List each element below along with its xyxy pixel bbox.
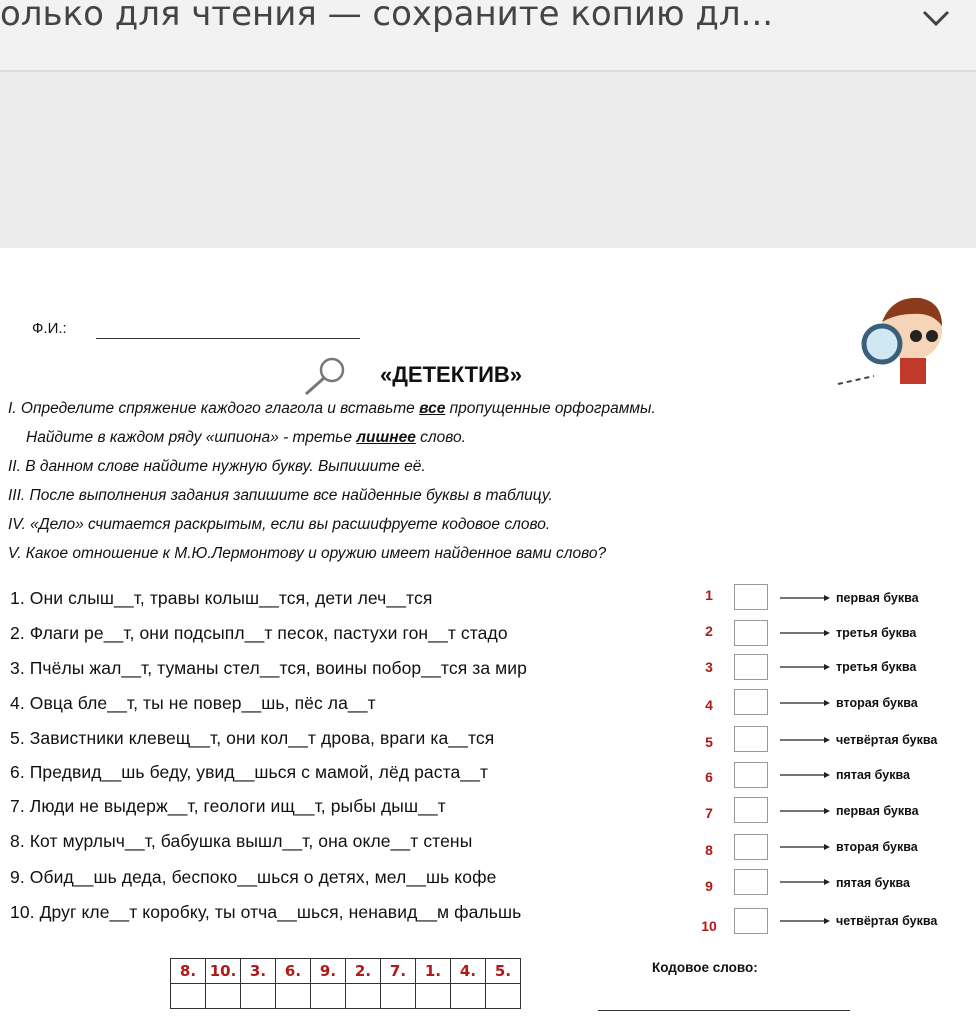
answer-number: 10: [701, 918, 717, 934]
detective-boy-icon: [834, 292, 954, 392]
code-letter-cell[interactable]: [171, 984, 206, 1009]
magnifier-icon: [298, 356, 348, 398]
code-letter-cell[interactable]: [381, 984, 416, 1009]
answer-number: 9: [705, 878, 713, 894]
code-letter-cell[interactable]: [206, 984, 241, 1009]
instruction-1: I. Определите спряжение каждого глагола и вставьте все пропущенные орфограммы.: [8, 400, 656, 417]
letter-hint: вторая буква: [836, 840, 918, 854]
instruction-1b: Найдите в каждом ряду «шпиона» - третье лишнее слово.: [26, 429, 466, 446]
letter-hint: вторая буква: [836, 696, 918, 710]
code-letter-cell[interactable]: [416, 984, 451, 1009]
answer-box[interactable]: [734, 726, 768, 752]
letter-hint: третья буква: [836, 660, 917, 674]
arrow-right-icon: [780, 662, 830, 672]
viewer-banner-area: [0, 72, 976, 248]
answer-box[interactable]: [734, 797, 768, 823]
code-order-cell: 4.: [451, 959, 486, 984]
answer-number: 5: [705, 734, 713, 750]
task-row-4: 4. Овца бле__т, ты не повер__шь, пёс ла__т: [10, 693, 376, 713]
arrow-right-icon: [780, 698, 830, 708]
letter-hint: первая буква: [836, 804, 919, 818]
arrow-right-icon: [780, 842, 830, 852]
answer-number: 8: [705, 842, 713, 858]
fio-field: [96, 338, 360, 339]
code-order-cell: 10.: [206, 959, 241, 984]
task-row-7: 7. Люди не выдерж__т, геологи ищ__т, рыбы дыш__т: [10, 796, 446, 816]
answer-number: 4: [705, 697, 713, 713]
instruction-3: III. После выполнения задания запишите все найденные буквы в таблицу.: [8, 487, 553, 504]
code-letter-cell[interactable]: [486, 984, 521, 1009]
answer-number: 3: [705, 659, 713, 675]
task-row-8: 8. Кот мурлыч__т, бабушка вышл__т, она окле__т стены: [10, 831, 473, 851]
letter-hint: третья буква: [836, 626, 917, 640]
arrow-right-icon: [780, 877, 830, 887]
answer-number: 2: [705, 623, 713, 639]
chevron-down-icon[interactable]: [918, 4, 954, 34]
answer-number: 1: [705, 587, 713, 603]
arrow-right-icon: [780, 806, 830, 816]
code-order-cell: 5.: [486, 959, 521, 984]
task-row-2: 2. Флаги ре__т, они подсыпл__т песок, пастухи гон__т стадо: [10, 623, 508, 643]
code-order-cell: 6.: [276, 959, 311, 984]
answer-box[interactable]: [734, 762, 768, 788]
codeword-label: Кодовое слово:: [652, 960, 758, 975]
task-row-9: 9. Обид__шь деда, беспоко__шься о детях, мел__шь кофе: [10, 867, 497, 887]
letter-hint: пятая буква: [836, 768, 910, 782]
letter-hint: первая буква: [836, 591, 919, 605]
code-order-cell: 9.: [311, 959, 346, 984]
code-order-cell: 7.: [381, 959, 416, 984]
code-letter-row: [171, 984, 521, 1009]
worksheet-page: [0, 248, 976, 1032]
arrow-right-icon: [780, 628, 830, 638]
arrow-right-icon: [780, 735, 830, 745]
code-order-cell: 8.: [171, 959, 206, 984]
arrow-right-icon: [780, 770, 830, 780]
code-table: [170, 958, 521, 1009]
instruction-2: II. В данном слове найдите нужную букву. Выпишите её.: [8, 458, 426, 475]
instruction-5: V. Какое отношение к М.Ю.Лермонтову и оружию имеет найденное вами слово?: [8, 545, 607, 562]
code-order-row: [171, 959, 521, 984]
answer-box[interactable]: [734, 908, 768, 934]
letter-hint: четвёртая буква: [836, 733, 938, 747]
code-letter-cell[interactable]: [276, 984, 311, 1009]
code-order-cell: 2.: [346, 959, 381, 984]
code-letter-cell[interactable]: [346, 984, 381, 1009]
worksheet-title: «ДЕТЕКТИВ»: [380, 362, 523, 387]
instruction-4: IV. «Дело» считается раскрытым, если вы расшифруете кодовое слово.: [8, 516, 551, 533]
answer-number: 6: [705, 769, 713, 785]
answer-box[interactable]: [734, 654, 768, 680]
task-row-3: 3. Пчёлы жал__т, туманы стел__тся, воины побор__тся за мир: [10, 658, 527, 678]
code-order-cell: 1.: [416, 959, 451, 984]
answer-box[interactable]: [734, 620, 768, 646]
answer-box[interactable]: [734, 869, 768, 895]
code-letter-cell[interactable]: [241, 984, 276, 1009]
codeword-field: [598, 1010, 850, 1011]
letter-hint: четвёртая буква: [836, 914, 938, 928]
answer-box[interactable]: [734, 689, 768, 715]
viewer-title: олько для чтения — сохраните копию дл...: [0, 0, 774, 34]
code-order-cell: 3.: [241, 959, 276, 984]
answer-box[interactable]: [734, 584, 768, 610]
arrow-right-icon: [780, 916, 830, 926]
answer-number: 7: [705, 805, 713, 821]
task-row-5: 5. Завистники клевещ__т, они кол__т дрова, враги ка__тся: [10, 728, 495, 748]
fio-label: Ф.И.:: [32, 320, 67, 337]
letter-hint: пятая буква: [836, 876, 910, 890]
code-letter-cell[interactable]: [451, 984, 486, 1009]
answer-box[interactable]: [734, 834, 768, 860]
code-letter-cell[interactable]: [311, 984, 346, 1009]
task-row-10: 10. Друг кле__т коробку, ты отча__шься, ненавид__м фальшь: [10, 902, 522, 922]
viewer-header: [0, 0, 976, 72]
task-row-6: 6. Предвид__шь беду, увид__шься с мамой, лёд раста__т: [10, 762, 489, 782]
task-row-1: 1. Они слыш__т, травы колыш__тся, дети леч__тся: [10, 588, 433, 608]
arrow-right-icon: [780, 593, 830, 603]
